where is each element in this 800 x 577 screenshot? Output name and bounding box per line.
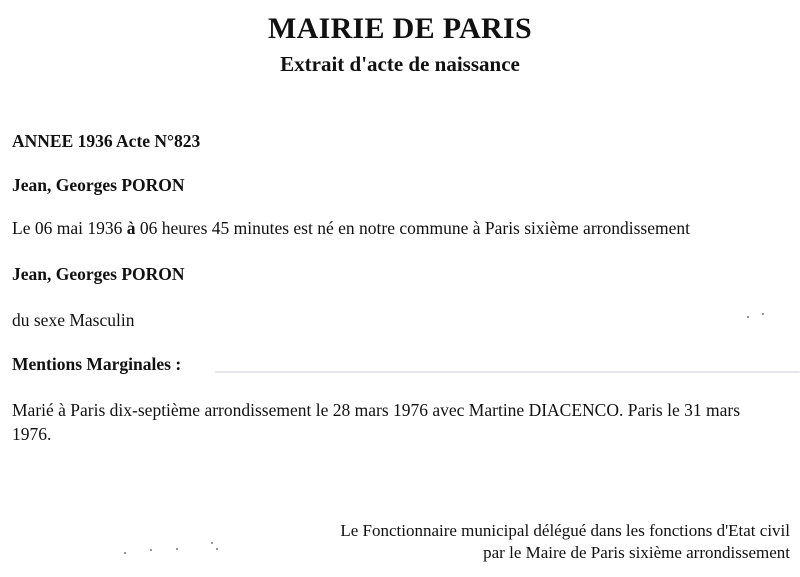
marriage-mention: Marié à Paris dix-septième arrondissement le 28 mars 1976 avec Martine DIACENCO. Paris le 31 mars 1976. bbox=[12, 400, 741, 444]
signature-block bbox=[340, 520, 790, 564]
mentions-heading: Mentions Marginales : bbox=[12, 354, 182, 374]
scan-speck bbox=[124, 552, 126, 554]
document-subtitle: Extrait d'acte de naissance bbox=[280, 52, 520, 76]
birth-statement-start: Le 06 mai 1936 bbox=[12, 218, 127, 238]
document-title: MAIRIE DE PARIS bbox=[268, 12, 532, 45]
scan-speck bbox=[747, 316, 749, 318]
signature-line-1: Le Fonctionnaire municipal délégué dans les fonctions d'Etat civil bbox=[340, 521, 790, 540]
scan-smudge bbox=[215, 371, 800, 373]
birth-statement-end: 06 heures 45 minutes est né en notre commune à Paris sixième arrondissement bbox=[135, 218, 690, 238]
signature-line-2: par le Maire de Paris sixième arrondissement bbox=[483, 543, 790, 562]
person-name-repeat: Jean, Georges PORON bbox=[12, 264, 185, 284]
act-number: ANNEE 1936 Acte N°823 bbox=[12, 131, 201, 151]
birth-statement-a: à bbox=[126, 218, 136, 238]
scan-speck bbox=[150, 549, 152, 551]
scan-speck bbox=[211, 542, 213, 544]
scan-speck bbox=[216, 548, 218, 550]
scan-speck bbox=[176, 548, 178, 550]
birth-statement bbox=[12, 218, 690, 239]
scan-speck bbox=[762, 313, 764, 315]
sex-statement: du sexe Masculin bbox=[12, 310, 135, 330]
person-name: Jean, Georges PORON bbox=[12, 175, 185, 195]
